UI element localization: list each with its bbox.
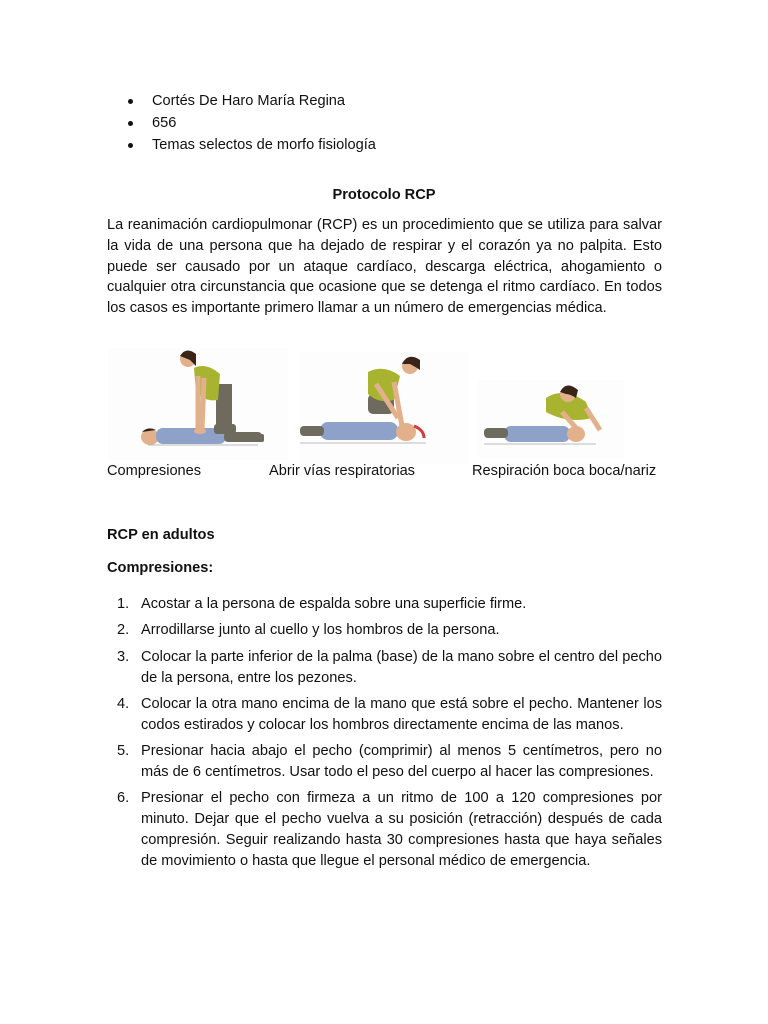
open-airway-illustration — [298, 352, 470, 464]
list-item — [107, 788, 662, 871]
author-name: Cortés De Haro María Regina — [152, 93, 346, 109]
step-number: 3. — [117, 648, 130, 665]
list-item — [107, 620, 662, 641]
figure-caption: Respiración boca boca/nariz — [472, 463, 657, 479]
cpr-compressions-illustration — [108, 348, 288, 460]
figure-caption: Abrir vías respiratorias — [269, 463, 415, 479]
step-text: Colocar la otra mano encima de la mano que está sobre el pecho. Mantener los codos estirados y colocar los hombros directamente encima de las manos. — [141, 695, 662, 733]
list-item — [128, 134, 376, 156]
intro-paragraph: La reanimación cardiopulmonar (RCP) es un procedimiento que se utiliza para salvar la vida de una persona que ha dejado de respirar y el corazón ya no palpita. Esto puede ser causado por un ataque cardíaco, descarga eléctrica, ahogamiento o cualquier otra circunstancia que ocasione que se detenga el ritmo cardíaco. En todos los casos es importante primero llamar a un número de emergencias médica. — [107, 217, 662, 317]
step-text: Arrodillarse junto al cuello y los hombros de la persona. — [141, 622, 500, 639]
subsection-title: Compresiones: — [107, 560, 214, 576]
list-item — [107, 694, 662, 736]
section-title: RCP en adultos — [107, 527, 215, 543]
step-text: Presionar hacia abajo el pecho (comprimir) al menos 5 centímetros, pero no más de 6 centímetros. Usar todo el peso del cuerpo al hacer las compresiones. — [141, 743, 662, 780]
step-text: Acostar a la persona de espalda sobre una superficie firme. — [141, 596, 527, 612]
student-number: 656 — [152, 115, 177, 131]
list-item — [107, 741, 662, 783]
step-text: Presionar el pecho con firmeza a un ritmo de 100 a 120 compresiones por minuto. Dejar que el pecho vuelva a su posición (retracción) después de cada compresión. Seguir realizando hasta 30 compresiones hasta que haya señales de movimiento o hasta que llegue el personal médico de emergencia. — [141, 790, 662, 869]
step-number: 1. — [117, 596, 130, 612]
document-title: Protocolo RCP — [332, 187, 436, 203]
course-name: Temas selectos de morfo fisiología — [152, 137, 376, 153]
list-item — [107, 594, 662, 615]
compression-steps-list — [107, 594, 662, 877]
figure-caption: Compresiones — [107, 463, 202, 479]
list-item — [128, 90, 376, 112]
step-number: 6. — [117, 790, 130, 807]
step-number: 2. — [117, 622, 130, 639]
step-text: Colocar la parte inferior de la palma (base) de la mano sobre el centro del pecho de la persona, entre los pezones. — [141, 648, 662, 686]
rescue-breathing-illustration — [478, 380, 624, 458]
step-number: 5. — [117, 743, 130, 760]
list-item — [128, 112, 376, 134]
step-number: 4. — [117, 695, 130, 712]
list-item — [107, 647, 662, 689]
author-info-list — [128, 90, 376, 156]
